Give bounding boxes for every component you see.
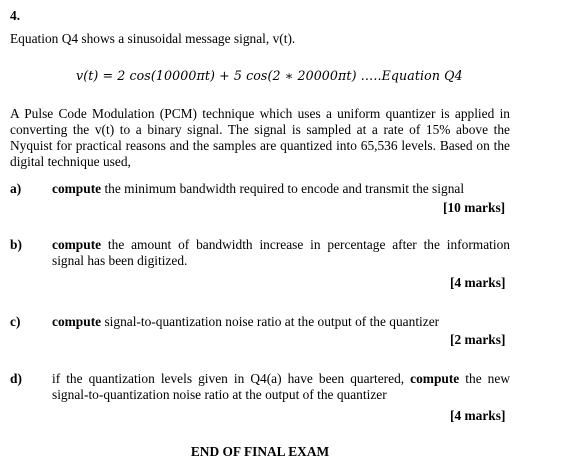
part-label: b) [10,237,22,252]
part-marks: [4 marks] [450,408,506,423]
part-verb: compute [52,314,102,329]
intro-text: Equation Q4 shows a sinusoidal message signal, v(t). [10,31,296,46]
part-text [52,181,510,197]
equation-q4: v(t) = 2 cos(10000πt) + 5 cos(2 ∗ 20000πt) …..Equation Q4 [76,68,463,83]
end-of-exam: END OF FINAL EXAM [190,444,330,459]
part-post-text: the minimum bandwidth required to encode and transmit the signal [101,181,465,196]
part-marks: [10 marks] [443,200,506,215]
part-label: c) [10,314,21,329]
part-post-text: signal-to-quantization noise ratio at the output of the quantizer [101,314,440,329]
part-verb: compute [52,237,102,252]
part-pre-text: if the quantization levels given in Q4(a) have been quartered, [52,371,411,386]
problem-paragraph: A Pulse Code Modulation (PCM) technique which uses a uniform quantizer is applied in converting the v(t) to a binary signal. The signal is sampled at a rate of 15% above the Nyquist for practical reasons and the samples are quantized into 65,536 levels. Based on the digital technique used, [10,106,510,169]
part-marks: [2 marks] [450,332,506,347]
part-label: a) [10,181,22,196]
part-marks: [4 marks] [450,275,506,290]
part-verb: compute [410,371,460,386]
part-verb: compute [52,181,102,196]
part-label: d) [10,371,22,386]
part-post-text: the amount of bandwidth increase in percentage after the information signal has been digitized. [52,237,510,268]
question-number: 4. [10,8,21,23]
part-post-text: the new signal-to-quantization noise ratio at the output of the quantizer [52,371,510,402]
part-text [52,314,510,330]
part-text [52,371,510,403]
part-text [52,237,510,269]
